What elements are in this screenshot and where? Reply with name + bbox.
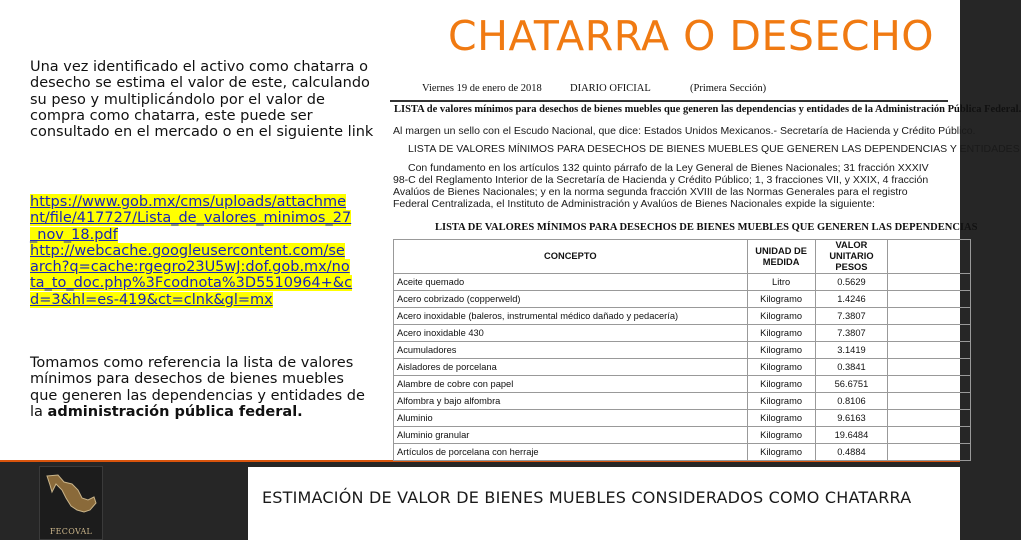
cell-valor: 0.5629: [815, 274, 888, 291]
cell-extra: [888, 325, 971, 342]
cell-valor: 9.6163: [815, 410, 888, 427]
document-date: Viernes 19 de enero de 2018: [422, 83, 542, 94]
cell-valor: 56.6751: [815, 376, 888, 393]
document-publication: DIARIO OFICIAL: [570, 83, 651, 94]
cell-valor: 7.3807: [815, 325, 888, 342]
logo-text: FECOVAL: [49, 527, 93, 536]
cell-extra: [888, 342, 971, 359]
table-row: [394, 410, 971, 427]
webcache-link-line[interactable]: arch?q=cache:rgegro23U5wJ:dof.gob.mx/no: [30, 259, 350, 276]
cell-valor: 19.6484: [815, 427, 888, 444]
cell-unidad: Kilogramo: [747, 410, 815, 427]
cell-unidad: Kilogramo: [747, 325, 815, 342]
table-row: [394, 376, 971, 393]
table-row: [394, 427, 971, 444]
cell-concepto: Aluminio: [394, 410, 748, 427]
cell-valor: 7.3807: [815, 308, 888, 325]
cell-valor: 1.4246: [815, 291, 888, 308]
cell-extra: [888, 376, 971, 393]
cell-concepto: Aisladores de porcelana: [394, 359, 748, 376]
cell-unidad: Litro: [747, 274, 815, 291]
cell-extra: [888, 291, 971, 308]
cell-valor: 0.8106: [815, 393, 888, 410]
document-header: [390, 76, 948, 102]
cell-valor: 0.4884: [815, 444, 888, 461]
cell-unidad: Kilogramo: [747, 376, 815, 393]
closing-text: Tomamos como referencia la lista de valores mínimos para desechos de bienes muebles que generen las dependencias y entidades de la: [30, 355, 365, 420]
cell-unidad: Kilogramo: [747, 427, 815, 444]
table-row: [394, 308, 971, 325]
reference-links: [30, 194, 368, 308]
webcache-link-line[interactable]: http://webcache.googleusercontent.com/se: [30, 242, 345, 259]
webcache-link-line[interactable]: ta_to_doc.php%3Fcodnota%3D5510964+&c: [30, 275, 353, 292]
cell-valor: 3.1419: [815, 342, 888, 359]
document-paragraph-line: LISTA DE VALORES MÍNIMOS PARA DESECHOS DE BIENES MUEBLES QUE GENEREN LAS DEPENDENCIAS Y ENTIDADES: [408, 143, 1020, 155]
cell-unidad: Kilogramo: [747, 291, 815, 308]
document-paragraph-line: 98-C del Reglamento Interior de la Secretaría de Hacienda y Crédito Público; 1, 3 fracciones VII, y XXIX, 4 fracción: [393, 174, 929, 186]
closing-bold-text: administración pública federal.: [47, 403, 303, 420]
cell-unidad: Kilogramo: [747, 308, 815, 325]
table-header-row: [394, 240, 971, 274]
column-header-valor: VALOR UNITARIO PESOS: [815, 240, 888, 274]
table-row: [394, 274, 971, 291]
values-table: [393, 239, 971, 461]
column-header-extra: [888, 240, 971, 274]
document-paragraph-line: Al margen un sello con el Escudo Nacional, que dice: Estados Unidos Mexicanos.- Secretaría de Hacienda y Crédito Público.: [393, 125, 976, 137]
table-row: [394, 359, 971, 376]
cell-extra: [888, 359, 971, 376]
column-header-unidad: UNIDAD DE MEDIDA: [747, 240, 815, 274]
cell-concepto: Aluminio granular: [394, 427, 748, 444]
mexico-map-icon: [44, 470, 98, 522]
document-paragraph-line: Avalúos de Bienes Nacionales; y en la norma segunda fracción XVIII de las Normas Generales para el registro: [393, 186, 908, 198]
document-section: (Primera Sección): [690, 83, 767, 94]
cell-valor: 0.3841: [815, 359, 888, 376]
footer-title: ESTIMACIÓN DE VALOR DE BIENES MUEBLES CONSIDERADOS COMO CHATARRA: [262, 488, 912, 507]
cell-unidad: Kilogramo: [747, 393, 815, 410]
table-row: [394, 291, 971, 308]
cell-concepto: Artículos de porcelana con herraje: [394, 444, 748, 461]
cell-extra: [888, 393, 971, 410]
document-list-title: LISTA de valores mínimos para desechos de bienes muebles que generen las dependencias y entidades de la Administración Pública Federal.: [394, 104, 1021, 115]
column-header-concepto: CONCEPTO: [394, 240, 748, 274]
pdf-link-line[interactable]: _nov_18.pdf: [30, 226, 118, 243]
intro-paragraph: Una vez identificado el activo como chatarra o desecho se estima el valor de este, calculando su peso y multiplicándolo por el valor de compra como chatarra, este puede ser consultado en el mercado o en el siguiente link: [30, 59, 374, 141]
cell-concepto: Alfombra y bajo alfombra: [394, 393, 748, 410]
table-row: [394, 393, 971, 410]
table-row: [394, 444, 971, 461]
fecoval-logo: [39, 466, 103, 540]
cell-extra: [888, 308, 971, 325]
slide-heading: CHATARRA O DESECHO: [448, 12, 935, 60]
cell-unidad: Kilogramo: [747, 342, 815, 359]
cell-concepto: Alambre de cobre con papel: [394, 376, 748, 393]
cell-concepto: Acumuladores: [394, 342, 748, 359]
table-row: [394, 342, 971, 359]
table-row: [394, 325, 971, 342]
cell-concepto: Aceite quemado: [394, 274, 748, 291]
document-paragraph-line: Con fundamento en los artículos 132 quinto párrafo de la Ley General de Bienes Nacionales; 31 fracción XXXIV: [408, 162, 929, 174]
cell-concepto: Acero inoxidable 430: [394, 325, 748, 342]
cell-extra: [888, 274, 971, 291]
cell-unidad: Kilogramo: [747, 359, 815, 376]
cell-concepto: Acero cobrizado (copperweld): [394, 291, 748, 308]
dof-document-image: [390, 76, 1021, 457]
cell-extra: [888, 427, 971, 444]
cell-extra: [888, 410, 971, 427]
cell-concepto: Acero inoxidable (baleros, instrumental médico dañado y pedacería): [394, 308, 748, 325]
document-table-title: LISTA DE VALORES MÍNIMOS PARA DESECHOS DE BIENES MUEBLES QUE GENEREN LAS DEPENDENCIAS: [435, 222, 978, 233]
cell-extra: [888, 444, 971, 461]
webcache-link-line[interactable]: d=3&hl=es-419&ct=clnk&gl=mx: [30, 291, 273, 308]
document-paragraph-line: Federal Centralizada, el Instituto de Administración y Avalúos de Bienes Nacionales expide la siguiente:: [393, 198, 875, 210]
cell-unidad: Kilogramo: [747, 444, 815, 461]
pdf-link-line[interactable]: https://www.gob.mx/cms/uploads/attachme: [30, 194, 347, 210]
closing-paragraph: [30, 355, 375, 420]
pdf-link-line[interactable]: nt/file/417727/Lista_de_valores_minimos_27: [30, 210, 352, 227]
